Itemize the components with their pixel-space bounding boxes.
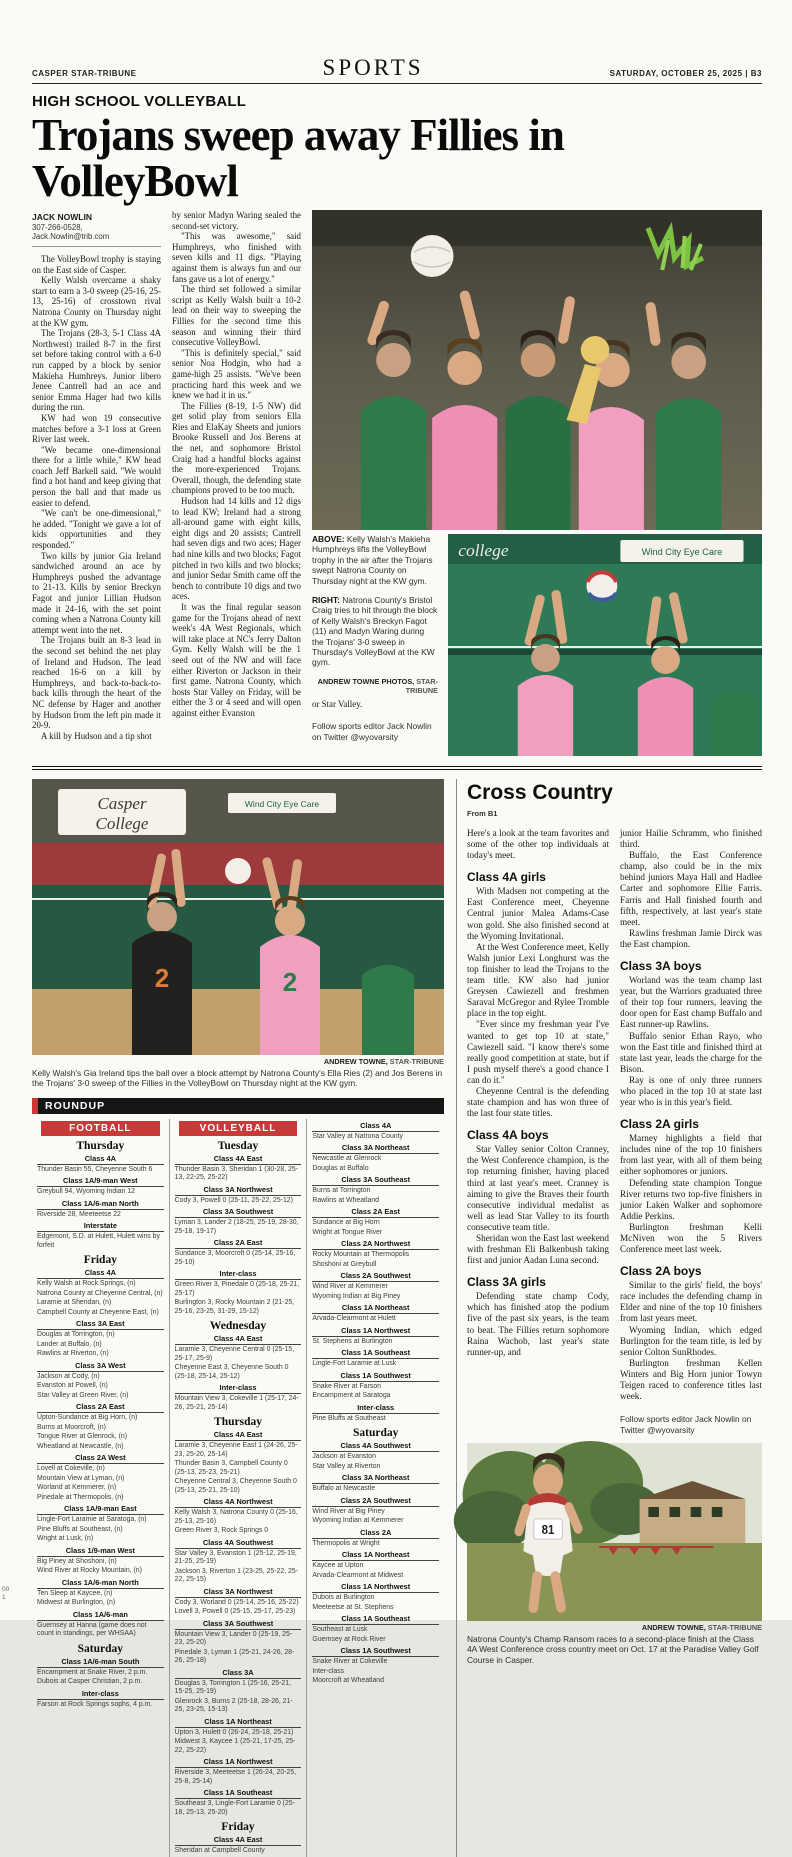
roundup-item: Dubois at Casper Christian, 2 p.m.: [37, 1678, 143, 1686]
roundup-day-header: Thursday: [214, 1416, 262, 1429]
roundup-day-header: Tuesday: [217, 1139, 259, 1152]
roundup-item: Wind River at Big Piney: [312, 1507, 385, 1515]
roundup-item: Burns at Moorcroft, (n): [37, 1423, 106, 1431]
roundup-item: Riverside 3, Meeteetse 1 (26-24, 20-25, 25-8, 25-14): [174, 1769, 297, 1785]
roundup-class-header: Interstate: [37, 1221, 164, 1232]
credit-name: ANDREW TOWNE PHOTOS,: [317, 676, 415, 686]
roundup-item: Wind River at Rocky Mountain, (n): [37, 1567, 142, 1575]
cc-paragraph: Marney highlights a field that includes nine of the top 10 finishers from last year, with all of them being either sophomores or juniors.: [620, 1133, 762, 1177]
roundup-item: Burlington 3, Rocky Mountain 2 (21-25, 25-16, 23-25, 31-29, 15-12): [174, 1299, 295, 1315]
cc-paragraph: junior Hailie Schramm, who finished third.: [620, 828, 762, 850]
casper-banner-line2: College: [95, 814, 149, 833]
article-paragraph: A kill by Hudson and a tip shot: [41, 730, 152, 741]
photo2-wall-text: college: [458, 541, 509, 560]
cc-paragraph: Burlington freshman Kelli McNiven won the 5 Rivers Conference meet last week.: [620, 1221, 762, 1255]
roundup-item: Big Piney at Shoshoni, (n): [37, 1557, 117, 1565]
roundup-class-header: Class 3A Northwest: [175, 1185, 302, 1196]
roundup-item: Lingle-Fort Laramie at Lusk: [312, 1360, 397, 1368]
roundup-class-header: Class 3A: [175, 1668, 302, 1679]
roundup-day-header: Saturday: [77, 1642, 124, 1655]
roundup-item: Encampment at Snake River, 2 p.m.: [37, 1668, 148, 1676]
roundup-volleyball-column: [169, 1119, 307, 1857]
story-columns: [32, 210, 762, 756]
volleybowl-celebration-photo: [312, 210, 762, 530]
roundup-item: Riverside 28, Meeteetse 22: [37, 1210, 121, 1218]
roundup-class-header: Class 3A West: [37, 1361, 164, 1372]
roundup-class-header: Class 4A Southwest: [312, 1441, 439, 1452]
roundup-class-header: Class 3A Northeast: [312, 1473, 439, 1484]
roundup-class-header: Class 4A Northwest: [175, 1497, 302, 1508]
roundup-item: Thunder Basin 3, Sheridan 1 (30-28, 25-13, 22-25, 25-22): [174, 1165, 299, 1182]
left-bottom-column: [32, 779, 444, 1857]
roundup-class-header: Class 4A East: [175, 1334, 302, 1345]
cross-country-column-1: [467, 828, 609, 1435]
roundup-item: Wright at Tongue River: [312, 1228, 383, 1236]
cc-subhead: Class 4A girls: [467, 870, 546, 885]
roundup-item: Star Valley at Natrona County: [312, 1132, 403, 1140]
masthead-section-title: SPORTS: [322, 55, 424, 80]
article-paragraph: The third set followed a similar script as Kelly Walsh built a 10-2 lead on their way to sweeping the Fillies for the second time this season and winning their third consecutive VolleyBowl.: [172, 284, 301, 348]
volleyball-results-continued: [312, 1121, 439, 1686]
cc-paragraph: Defending state champion Tongue River returns two top-five finishers in junior Laken Walker and sophomore Addie Perkins.: [620, 1177, 762, 1221]
roundup-columns: [32, 1119, 444, 1857]
roundup-class-header: Class 1A Northeast: [175, 1717, 302, 1728]
article-paragraph: "We can't be one-dimensional," he added. "Tonight we gave a lot of kids opportunities and they responded.": [32, 508, 161, 551]
roundup-item: Thunder Basin 3, Campbell County 0 (25-13, 25-23, 25-21): [174, 1460, 288, 1476]
roundup-class-header: Class 3A Northwest: [175, 1587, 302, 1598]
roundup-item: Douglas at Buffalo: [312, 1164, 369, 1172]
article-paragraph: Hudson had 14 kills and 12 digs to lead KW; Ireland had a strong all-around game with eight kills, eight digs and 20 assists; Cantrell had seven digs and two aces; Hager had nine kills and two blocks; Fagot pitched in two kills and two blocks; and junior Sedar Smith came off the bench to contribute 10 digs and two aces.: [172, 496, 301, 602]
cc-paragraph: At the West Conference meet, Kelly Walsh junior Lexi Longhurst was the top finisher to lead the Trojans to the team title. KW also had junior Greysen Cawiezell and freshmen Saraval McGregor and Rylee Tromble place in the top eight.: [467, 941, 609, 1019]
credit-name: ANDREW TOWNE,: [641, 1623, 706, 1633]
cross-country-title: Cross Country: [467, 781, 613, 804]
football-results: [37, 1140, 164, 1710]
cross-country-column-2: [620, 828, 762, 1435]
roundup-section: [32, 1098, 444, 1857]
roundup-item: Midwest 3, Kaycee 1 (25-21, 17-25, 25-22, 25-22): [174, 1738, 296, 1754]
roundup-item: Lingle-Fort Laramie at Saratoga, (n): [37, 1516, 147, 1524]
casper-banner-line1: Casper: [97, 794, 147, 813]
roundup-item: Douglas 3, Torrington 1 (25-16, 25-21, 15-25, 25-19): [174, 1679, 291, 1696]
roundup-item: Farson at Rock Springs sophs, 4 p.m.: [37, 1700, 153, 1708]
roundup-item: Glenrock 3, Burns 2 (25-18, 28-26, 21-25, 23-25, 15-13): [174, 1697, 293, 1714]
roundup-class-header: Class 1A Northeast: [312, 1550, 439, 1561]
article-paragraph: The Trojans (28-3, 5-1 Class 4A Northwest) trailed 8-7 in the first set before taking control with a 6-0 run capped by a block by senior Makieha Humhreys. Junior libero Jenee Cantrell had an ace and senior Emma Hager had two kills during the run.: [32, 328, 161, 413]
article-paragraph: The Fillies (8-19, 1-5 NW) did get solid play from seniors Ella Ries and ElaKay Sheets and juniors Brooke Russell and Jos Berens at the net, and sophomore Bristol Craig had a handful blocks against the more-experienced Trojans. Overall, though, the defending state champions proved to be too much.: [172, 400, 301, 496]
roundup-item: Jackson at Evanston: [312, 1453, 376, 1461]
caption-right-label: RIGHT:: [312, 595, 340, 606]
roundup-item: Laramie 3, Cheyenne East 1 (24-26, 25-23, 25-20, 25-14): [174, 1442, 298, 1458]
photo-caption-column: [312, 534, 438, 756]
roundup-item: Pinedale at Thermopolis, (n): [37, 1493, 124, 1501]
roundup-item: Laramie at Sheridan, (n): [37, 1299, 112, 1307]
roundup-class-header: Class 3A East: [37, 1319, 164, 1330]
jersey-number-left: 2: [154, 963, 170, 993]
roundup-class-header: Class 1A/9-man East: [37, 1504, 164, 1515]
cross-country-runner-photo: [467, 1443, 762, 1621]
roundup-title: ROUNDUP: [45, 1099, 106, 1112]
masthead-paper-name: CASPER STAR-TRIBUNE: [32, 69, 137, 78]
roundup-item: Guernsey at Rock River: [312, 1635, 386, 1643]
section-kicker: HIGH SCHOOL VOLLEYBALL: [32, 93, 247, 110]
article-paragraph: "This is definitely special," said senior Noa Hodgin, who had a game-high 25 assists. "We've been practicing hard this week and we knew we had it in us.": [172, 347, 301, 401]
roundup-item: Sheridan at Campbell County: [174, 1847, 265, 1855]
roundup-class-header: Class 1A Southwest: [312, 1371, 439, 1382]
roundup-item: Wright at Lusk, (n): [37, 1535, 94, 1543]
cc-paragraph: Rawlins freshman Jamie Dirck was the East champion.: [620, 927, 762, 949]
roundup-item: Moorcroft at Wheatland: [312, 1677, 384, 1685]
middle-photo-caption: Kelly Walsh's Gia Ireland tips the ball over a block attempt by Natrona County's Ella Ries (2) and Jos Berens in the Trojans' 3-0 sweep of the Fillies in the VolleyBowl on Thursday night at the KW gym.: [32, 1068, 443, 1089]
byline-contact: 307-266-0528, Jack.Nowlin@trib.com: [32, 223, 161, 247]
cc-paragraph: Ray is one of only three runners who placed in the top 10 at state last year who is in this year's field.: [620, 1074, 762, 1108]
roundup-item: Ten Sleep at Kaycee, (n): [37, 1589, 113, 1597]
roundup-item: Guernsey at Hanna (game does not count in standings, per WHSAA): [37, 1621, 147, 1638]
photo-credit: [312, 677, 438, 695]
article-paragraph: "This was awesome," said Humphreys, who finished with seven kills and 11 digs. "Playing against them is always fun and our fans gave us a lot of energy.": [172, 231, 301, 284]
roundup-item: Cheyenne Central 3, Cheyenne South 0 (25-13, 25-21, 25-10): [174, 1478, 297, 1494]
roundup-item: Pinedale 3, Lyman 1 (25-21, 24-26, 28-26, 25-18): [174, 1648, 295, 1665]
roundup-item: Wheatland at Newcastle, (n): [37, 1442, 124, 1450]
roundup-item: Jackson at Cody, (n): [37, 1372, 100, 1380]
roundup-day-header: Wednesday: [209, 1320, 267, 1333]
roundup-item: Thunder Basin 55, Cheyenne South 6: [37, 1165, 153, 1173]
cc-paragraph: Buffalo, the East Conference champ, also could be in the mix behind juniors Maya Hall and Hadlee Carter and sophomore Ellie Farris. Farris and Hall finished fourth and fifth, respectively, at last year's state meet.: [620, 850, 762, 927]
roundup-class-header: Class 2A Southwest: [312, 1496, 439, 1507]
volleyball-results: [175, 1140, 302, 1856]
volleyball-banner: VOLLEYBALL: [179, 1121, 298, 1136]
roundup-item: Edgemont, S.D. at Hulett, Hulett wins by forfeit: [37, 1233, 160, 1249]
article-paragraph: KW had won 19 consecutive matches before a 3-1 loss at Green River last week.: [32, 412, 161, 445]
roundup-item: Southeast at Lusk: [312, 1626, 368, 1634]
roundup-item: Cody 3, Worland 0 (25-14, 25-16, 25-22): [174, 1598, 299, 1606]
roundup-item: Arvada-Clearmont at Midwest: [312, 1571, 404, 1579]
story-continuation: or Star Valley.: [312, 698, 363, 709]
story-column-1: [32, 210, 161, 756]
roundup-item: Lovell at Cokeville, (n): [37, 1465, 105, 1473]
roundup-item: Upton 3, Hulett 0 (26-24, 25-18, 25-21): [174, 1728, 294, 1736]
roundup-item: Rocky Mountain at Thermopolis: [312, 1251, 410, 1259]
roundup-football-column: [32, 1119, 169, 1857]
roundup-item: Mountain View at Lyman, (n): [37, 1474, 125, 1482]
roundup-item: Kelly Walsh at Rock Springs, (n): [37, 1280, 136, 1288]
roundup-item: Midwest at Burlington, (n): [37, 1599, 116, 1607]
middle-photo-credit: [32, 1057, 444, 1066]
follow-note: Follow sports editor Jack Nowlin on Twitter @wyovarsity: [620, 1414, 752, 1435]
roundup-class-header: Class 2A East: [312, 1207, 439, 1218]
roundup-item: Inter-class: [312, 1667, 345, 1675]
roundup-class-header: Class 1A Northwest: [175, 1757, 302, 1768]
caption-above-label: ABOVE:: [312, 534, 345, 544]
article-paragraph: "We became one-dimensional there for a little while," KW head coach Jeff Barkell said. "We would find a hot hand and keep giving that person the ball and that made us easier to defend.: [32, 444, 161, 508]
roundup-item: Kelly Walsh 3, Natrona County 0 (25-16, 25-13, 25-16): [174, 1509, 298, 1525]
roundup-item: Douglas at Torrington, (n): [37, 1331, 115, 1339]
article-paragraph: Kelly Walsh overcame a shaky start to earn a 3-0 sweep (25-16, 25-13, 25-16) of crosstown rival Natrona County on Thursday night at the KW gym.: [32, 275, 161, 328]
photo-block: [312, 210, 762, 756]
roundup-item: Meeteetse at St. Stephens: [312, 1603, 394, 1611]
roundup-item: Green River 3, Pinedale 0 (25-18, 25-21, 25-17): [174, 1281, 300, 1297]
roundup-item: Laramie 3, Cheyenne Central 0 (25-15, 25-17, 25-9): [174, 1346, 295, 1362]
caption-right: [312, 595, 438, 668]
roundup-item: Greybull 94, Wyoming Indian 12: [37, 1188, 135, 1196]
masthead-page-number: B3: [750, 69, 762, 78]
cc-subhead: Class 3A boys: [620, 959, 702, 974]
roundup-class-header: Class 1A/6-man North: [37, 1199, 164, 1210]
roundup-item: Wyoming Indian at Kemmerer: [312, 1517, 404, 1525]
tip-over-block-photo: [32, 779, 444, 1055]
cross-country-jumpline: From B1: [467, 809, 498, 818]
cc-photo-caption: Natrona County's Champ Ransom races to a second-place finish at the Class 4A West Conference cross country meet on Oct. 17 at the Paradise Valley Golf Course in Casper.: [467, 1634, 759, 1665]
article-paragraph: The Trojans built an 8-3 lead in the second set behind the net play of Ireland and Hudson. The lead reached 16-6 on a kill by Humphreys, and back-to-back-to-back kills through the heart of the NC defense by Hager and another by Hudson from the left pin made it 20-9.: [32, 635, 161, 731]
roundup-class-header: Class 2A East: [175, 1238, 302, 1249]
cc-subhead: Class 2A girls: [620, 1117, 699, 1132]
roundup-item: Lyman 3, Lander 2 (18-25, 25-19, 28-30, 25-18, 19-17): [174, 1219, 299, 1235]
roundup-item: Thermopolis at Wright: [312, 1539, 380, 1547]
cc-subhead: Class 2A boys: [620, 1264, 702, 1279]
cc-paragraph: Cheyenne Central is the defending state champion and has won three of the last four state titles.: [467, 1085, 609, 1119]
roundup-class-header: Inter-class: [37, 1689, 164, 1700]
roundup-item: Tongue River at Glenrock, (n): [37, 1433, 127, 1441]
roundup-item: Arvada-Clearmont at Hulett: [312, 1315, 396, 1323]
roundup-day-header: Saturday: [352, 1427, 399, 1440]
article-paragraph: Two kills by junior Gia Ireland sandwiched around an ace by Humphreys pushed the advantage to 21-13. Kills by senior Breckyn Fagot and junior Lillian Hudson made it 24-16, with the set point coming when a Natrona County kill attempt went into the net.: [32, 550, 161, 635]
byline: JACK NOWLIN: [32, 212, 92, 222]
headline: Trojans sweep away Fillies in VolleyBowl: [32, 110, 564, 206]
roundup-class-header: Class 1A Northeast: [312, 1303, 439, 1314]
cc-paragraph: Similar to the girls' field, the boys' race includes the defending champ in Elder and nine of the top 10 finishers from last years meet.: [620, 1280, 762, 1324]
cc-paragraph: "Ever since my freshman year I've wanted to get top 10 at state," Cawiezell said. "I know there's some really good competition at state, but if I push myself there's a good chance I can do it.": [467, 1019, 609, 1085]
credit-org: STAR-TRIBUNE: [405, 676, 438, 695]
roundup-item: Shoshoni at Greybull: [312, 1260, 377, 1268]
roundup-class-header: Class 4A Southwest: [175, 1538, 302, 1549]
roundup-item: Sundance at Big Horn: [312, 1219, 380, 1227]
roundup-item: Upton-Sundance at Big Horn, (n): [37, 1414, 138, 1422]
article-paragraph: It was the final regular season game for the Trojans ahead of next week's 4A West Regionals, which will take place at NC's Jerry Dalton Gym. Kelly Walsh will be the 1 seed out of the NW and will face either Riverton or Jackson in their first game. Natrona County, which hosts Star Valley on Friday, will be either the 3 or 4 seed and will open against either Evanston: [172, 601, 301, 718]
roundup-item: Jackson 3, Riverton 1 (23-25, 25-22, 25-22, 25-15): [174, 1567, 299, 1584]
cc-subhead: Class 4A boys: [467, 1128, 549, 1143]
credit-org: STAR-TRIBUNE: [705, 1623, 762, 1633]
cross-country-section: [456, 779, 762, 1857]
roundup-header-bar: [32, 1098, 444, 1114]
roundup-class-header: Class 1A Southwest: [312, 1646, 439, 1657]
roundup-item: Green River 3, Rock Springs 0: [174, 1527, 269, 1535]
roundup-item: Pine Bluffs at Southeast: [312, 1414, 386, 1422]
roundup-class-header: Class 3A Southeast: [312, 1175, 439, 1186]
section-divider: [32, 766, 762, 770]
roundup-item: Buffalo at Newcastle: [312, 1485, 376, 1493]
roundup-item: Evanston at Powell, (n): [37, 1382, 108, 1390]
block-attempt-photo: [448, 534, 762, 756]
roundup-class-header: Class 1A Southeast: [312, 1348, 439, 1359]
roundup-class-header: Class 4A: [37, 1154, 164, 1165]
roundup-item: Cheyenne East 3, Cheyenne South 0 (25-18, 25-14, 25-12): [174, 1364, 289, 1380]
masthead-date: [610, 69, 762, 78]
roundup-item: Pine Bluffs at Southeast, (n): [37, 1525, 123, 1533]
roundup-item: Snake River at Cokeville: [312, 1658, 388, 1666]
cc-paragraph: Sheridan won the East last weekend with freshman Eli Balkenbush taking first and junior Aadan Luna second.: [467, 1233, 609, 1266]
story-column-2: [172, 210, 301, 756]
roundup-item: Rawlins at Riverton, (n): [37, 1350, 109, 1358]
roundup-class-header: Class 3A Southwest: [175, 1207, 302, 1218]
roundup-item: Lovell 3, Powell 0 (25-15, 25-17, 25-23): [174, 1608, 296, 1616]
print-artifact-mark: 00: [2, 1586, 10, 1593]
roundup-day-header: Thursday: [76, 1139, 125, 1152]
roundup-class-header: Class 4A East: [175, 1835, 302, 1846]
roundup-class-header: Class 4A East: [175, 1154, 302, 1165]
roundup-item: Campbell County at Cheyenne East, (n): [37, 1308, 159, 1316]
roundup-item: Southeast 3, Lingle-Fort Laramie 0 (25-18, 25-13, 25-20): [174, 1800, 295, 1816]
cc-paragraph: Worland was the team champ last year, but the Warriors graduated three of their top four runners, leaving the door open for East champ Buffalo and East runner-up Rawlins.: [620, 975, 762, 1030]
runner-bib-number: 81: [541, 1522, 555, 1538]
print-artifact: [2, 1586, 9, 1602]
roundup-item: Mountain View 3, Cokeville 1 (25-17, 24-26, 25-21, 25-14): [174, 1395, 299, 1411]
roundup-item: Star Valley at Riverton: [312, 1462, 381, 1470]
masthead-date-text: SATURDAY, OCTOBER 25, 2025: [609, 69, 743, 78]
cc-paragraph: Burlington freshman Kellen Winters and Big Horn junior Towyn Teigen raced to conference titles last week.: [620, 1357, 762, 1402]
cc-paragraph: With Madsen not competing at the East Conference meet, Cheyenne Central junior Malea Adams-Case won gold. She also finished second at the Wyoming Invitational.: [467, 886, 609, 941]
cc-photo-credit: [467, 1623, 762, 1632]
roundup-item: Worland at Kemmerer, (n): [37, 1484, 117, 1492]
roundup-class-header: Class 2A Southwest: [312, 1271, 439, 1282]
roundup-item: Dubois at Burlington: [312, 1594, 375, 1602]
credit-org: STAR-TRIBUNE: [387, 1057, 444, 1066]
cc-paragraph: Defending state champ Cody, which has finished atop the podium five of the past six years, is the team to beat. The Fillies return sophomore Raina Wachob, last year's state runner-up, and: [467, 1291, 609, 1357]
caption-above-text: Kelly Walsh's Makieha Humphreys lifts the VolleyBowl trophy in the air after the Trojans swept Natrona County on Thursday night at the KW gym.: [312, 534, 433, 586]
football-banner: FOOTBALL: [41, 1121, 160, 1136]
roundup-item: Sundance 3, Moorcroft 0 (25-14, 25-16, 25-10): [174, 1250, 296, 1266]
roundup-class-header: Class 2A: [312, 1528, 439, 1539]
article-paragraph: The VolleyBowl trophy is staying on the East side of Casper.: [32, 254, 161, 275]
roundup-class-header: Class 2A East: [37, 1402, 164, 1413]
roundup-class-header: Class 2A West: [37, 1453, 164, 1464]
credit-name: ANDREW TOWNE,: [323, 1057, 388, 1066]
roundup-item: Kaycee at Upton: [312, 1562, 364, 1570]
masthead: [32, 55, 762, 84]
masthead-separator: |: [745, 69, 749, 78]
caption-above: [312, 534, 438, 586]
roundup-item: Encampment at Saratoga: [312, 1392, 391, 1400]
roundup-class-header: Class 1A/6-man North: [37, 1578, 164, 1589]
roundup-class-header: Class 2A Northwest: [312, 1239, 439, 1250]
roundup-class-header: Class 4A: [37, 1268, 164, 1279]
follow-note: Follow sports editor Jack Nowlin on Twitter @wyovarsity: [312, 721, 432, 742]
photo2-sign-text: Wind City Eye Care: [641, 547, 723, 557]
cc-paragraph: Here's a look at the team favorites and some of the other top individuals at today's meet.: [467, 828, 609, 861]
cc-paragraph: Wyoming Indian, which edged Burlington for the team title, is led by senior Colton SunRhodes.: [620, 1324, 762, 1357]
story-text-1: [32, 254, 161, 741]
roundup-item: Star Valley 3, Evanston 1 (25-12, 25-19, 21-25, 25-19): [174, 1549, 297, 1566]
article-paragraph: by senior Madyn Waring sealed the second-set victory.: [172, 210, 301, 231]
roundup-class-header: Class 1A Northwest: [312, 1326, 439, 1337]
roundup-item: Snake River at Farson: [312, 1382, 381, 1390]
roundup-volleyball-continued-column: [306, 1119, 444, 1857]
roundup-class-header: Class 1A/6-man South: [37, 1657, 164, 1668]
roundup-day-header: Friday: [83, 1254, 117, 1267]
roundup-item: Newcastle at Glenrock: [312, 1155, 382, 1163]
cc-paragraph: Star Valley senior Colton Cranney, the West Conference champion, is the top returning finisher, having placed third at last year's meet. Cranney is aiming to give the Braves their fourth consecutive individual medalist as well as lead Star Valley to its fourth consecutive team title.: [467, 1144, 609, 1232]
roundup-item: Cody 3, Powell 0 (25-11, 25-22, 25-12): [174, 1196, 293, 1204]
roundup-item: Burns at Torrington: [312, 1187, 371, 1195]
roundup-class-header: Class 1A/9-man West: [37, 1176, 164, 1187]
roundup-class-header: Class 3A Southwest: [175, 1619, 302, 1630]
roundup-item: Natrona County at Cheyenne Central, (n): [37, 1289, 163, 1297]
roundup-class-header: Inter-class: [175, 1269, 302, 1280]
roundup-item: Star Valley at Green River, (n): [37, 1391, 129, 1399]
cc-subhead: Class 3A girls: [467, 1275, 546, 1290]
roundup-class-header: Class 3A Northeast: [312, 1143, 439, 1154]
roundup-class-header: Inter-class: [312, 1403, 439, 1414]
roundup-item: St. Stephens at Burlington: [312, 1337, 393, 1345]
eye-care-sign: Wind City Eye Care: [244, 799, 320, 809]
roundup-class-header: Class 1A Northwest: [312, 1582, 439, 1593]
roundup-item: Lander at Buffalo, (n): [37, 1340, 102, 1348]
jersey-number-right: 2: [282, 967, 298, 997]
cc-paragraph: Buffalo senior Ethan Rayo, who won the East title and finished third at state last year, leads the charge for the Bison.: [620, 1030, 762, 1074]
roundup-class-header: Class 1A Southeast: [312, 1614, 439, 1625]
roundup-class-header: Class 1A/6-man: [37, 1610, 164, 1621]
roundup-class-header: Inter-class: [175, 1383, 302, 1394]
roundup-day-header: Friday: [221, 1821, 255, 1834]
roundup-class-header: Class 4A: [312, 1121, 439, 1132]
cross-country-columns: [467, 828, 762, 1435]
caption-right-text: Natrona County's Bristol Craig tries to hit through the block of Kelly Walsh's Breckyn Fagot (11) and Madyn Waring during the Trojans' 3-0 sweep in Thursday's VolleyBowl at the KW gym.: [312, 595, 438, 668]
print-artifact-mark: 1: [2, 1594, 6, 1601]
bottom-section: [32, 779, 762, 1857]
roundup-item: Rawlins at Wheatland: [312, 1196, 379, 1204]
roundup-class-header: Class 4A East: [175, 1430, 302, 1441]
roundup-class-header: Class 1A Southeast: [175, 1788, 302, 1799]
roundup-class-header: Class 1/9-man West: [37, 1546, 164, 1557]
roundup-item: Wind River at Kemmerer: [312, 1283, 388, 1291]
roundup-item: Wyoming Indian at Big Piney: [312, 1292, 401, 1300]
roundup-item: Mountain View 3, Lander 0 (25-19, 25-23, 25-20): [174, 1630, 293, 1647]
